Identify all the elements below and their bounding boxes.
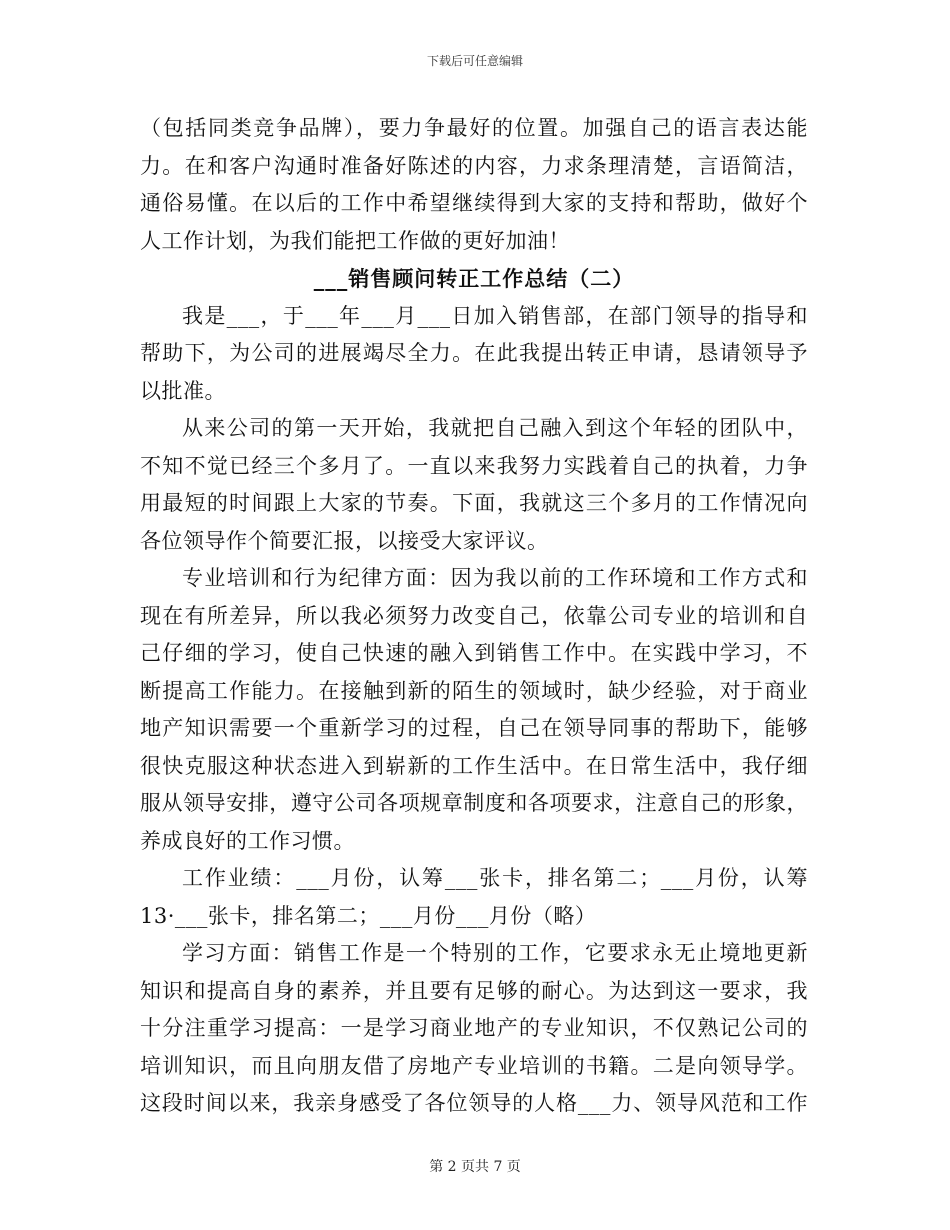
document-line: 服从领导安排，遵守公司各项规章制度和各项要求，注意自己的形象， [140, 791, 808, 815]
document-line: 这段时间以来，我亲身感受了各位领导的人格___力、领导风范和工作 [140, 1091, 808, 1115]
document-line: 己仔细的学习，使自己快速的融入到销售工作中。在实践中学习，不 [140, 641, 808, 665]
document-line: 通俗易懂。在以后的工作中希望继续得到大家的支持和帮助，做好个 [140, 191, 808, 215]
document-line: 培训知识，而且向朋友借了房地产专业培训的书籍。二是向领导学。 [140, 1053, 808, 1078]
document-line: 不知不觉已经三个多月了。一直以来我努力实践着自己的执着，力争 [140, 453, 808, 478]
document-line: 断提高工作能力。在接触到新的陌生的领域时，缺少经验，对于商业 [140, 678, 808, 703]
document-line: 十分注重学习提高：一是学习商业地产的专业知识，不仅熟记公司的 [140, 1016, 808, 1040]
document-line: 很快克服这种状态进入到崭新的工作生活中。在日常生活中，我仔细 [140, 753, 808, 778]
document-line: 我是___，于___年___月___日加入销售部，在部门领导的指导和 [182, 303, 808, 328]
document-line: 13·___张卡，排名第二；___月份___月份（略） [140, 903, 597, 928]
document-line: 帮助下，为公司的进展竭尽全力。在此我提出转正申请，恳请领导予 [140, 341, 808, 365]
document-line: 现在有所差异，所以我必须努力改变自己，依靠公司专业的培训和自 [140, 603, 808, 628]
section-heading: ___销售顾问转正工作总结（二） [313, 266, 635, 291]
document-body [140, 110, 808, 1123]
document-line: 以批准。 [140, 378, 226, 403]
document-line: 知识和提高自身的素养，并且要有足够的耐心。为达到这一要求，我 [140, 978, 808, 1003]
document-line: （包括同类竞争品牌），要力争最好的位置。加强自己的语言表达能 [140, 116, 808, 140]
document-line: 养成良好的工作习惯。 [140, 828, 355, 853]
page-header: 下载后可任意编辑 [426, 54, 523, 68]
document-line: 用最短的时间跟上大家的节奏。下面，我就这三个多月的工作情况向 [140, 491, 808, 515]
document-line: 工作业绩：___月份，认筹___张卡，排名第二；___月份，认筹 [182, 866, 808, 890]
document-line: 从来公司的第一天开始，我就把自己融入到这个年轻的团队中， [182, 416, 808, 440]
document-line: 地产知识需要一个重新学习的过程，自己在领导同事的帮助下，能够 [140, 716, 808, 740]
page-footer: 第 2 页共 7 页 [429, 1159, 521, 1175]
document-line: 力。在和客户沟通时准备好陈述的内容，力求条理清楚，言语简洁， [140, 153, 808, 178]
document-line: 学习方面：销售工作是一个特别的工作，它要求永无止境地更新 [182, 941, 808, 965]
document-line: 各位领导作个简要汇报，以接受大家评议。 [140, 528, 549, 553]
document-line: 专业培训和行为纪律方面：因为我以前的工作环境和工作方式和 [182, 566, 808, 590]
document-line: 人工作计划，为我们能把工作做的更好加油！ [140, 228, 570, 253]
